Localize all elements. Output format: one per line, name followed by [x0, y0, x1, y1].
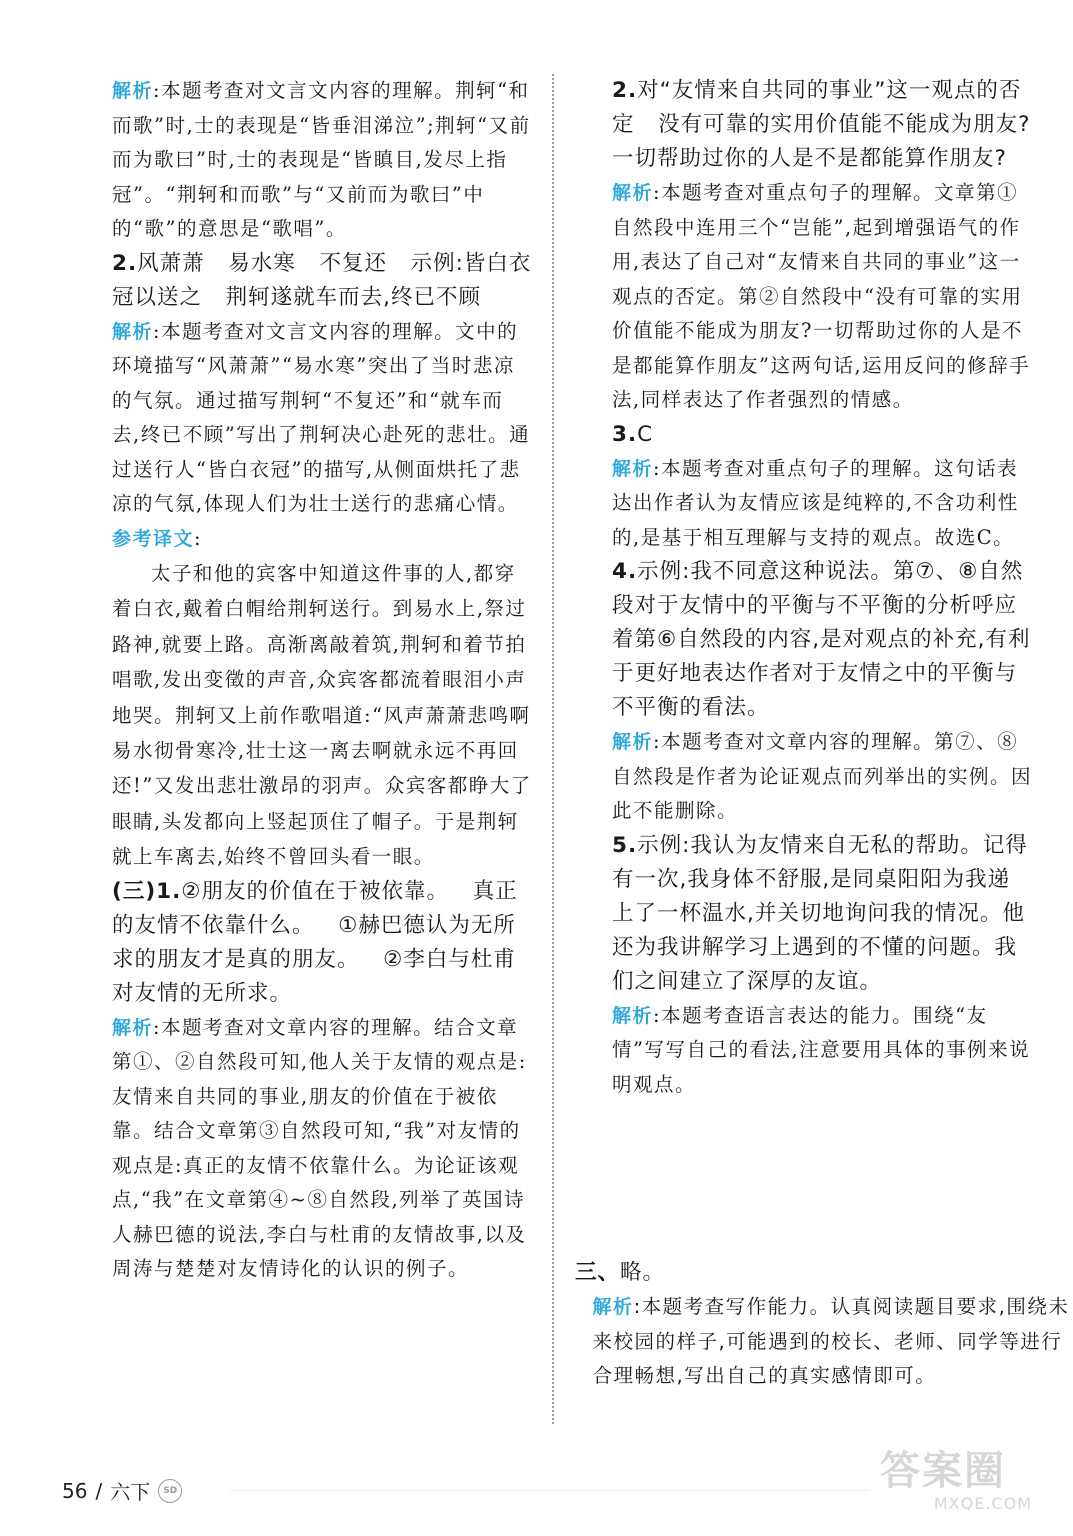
left-column: [112, 74, 532, 1287]
analysis-paragraph: [575, 1290, 1073, 1394]
analysis-text: :本题考查对文言文内容的理解。文中的环境描写“风萧萧”“易水寒”突出了当时悲凉的气氛。通过描写荆轲“不复还”和“就车而去,终已不顾”写出了荆轲决心赴死的悲壮。通过送行人“皆白衣冠”的描写,从侧面烘托了悲凉的气氛,体现人们为壮士送行的悲痛心情。: [112, 319, 531, 515]
reference-translation-text: 太子和他的宾客中知道这件事的人,都穿着白衣,戴着白帽给荆轲送行。到易水上,祭过路神,就要上路。高渐离敲着筑,荆轲和着节拍唱歌,发出变徵的声音,众宾客都流着眼泪小声地哭。荆轲又上前作歌唱道:“风声萧萧悲鸣啊易水彻骨寒冷,壮士这一离去啊就永远不再回还!”又发出悲壮激昂的羽声。众宾客都睁大了眼睛,头发都向上竖起顶住了帽子。于是荆轲就上车离去,始终不曾回头看一眼。: [112, 562, 532, 869]
analysis-text: :本题考查对重点句子的理解。文章第①自然段中连用三个“岂能”,起到增强语气的作用,表达了自己对“友情来自共同的事业”这一观点的否定。第②自然段中“没有可靠的实用价值能不能成为朋友?一切帮助过你的人是不是都能算作朋友”这两句话,运用反问的修辞手法,同样表达了作者强烈的情感。: [612, 181, 1031, 411]
reference-translation-tag: 参考译文: [112, 527, 195, 550]
analysis-paragraph: [112, 74, 532, 247]
answer-q5: [612, 829, 1032, 999]
answer-text: C: [637, 421, 654, 447]
footer-separator: /: [95, 1478, 103, 1503]
analysis-tag: 解析: [612, 457, 654, 480]
answer-text: 没有可靠的实用价值能不能成为朋友?一切帮助过你的人是不是都能算作朋友?: [612, 112, 1031, 171]
answer-q4: [612, 555, 1032, 725]
answer-text: 对“友情来自共同的事业”这一观点的否定: [612, 78, 1022, 137]
answer-text: 略。: [620, 1260, 666, 1285]
analysis-tag: 解析: [612, 731, 654, 753]
grade-label: 六下: [110, 1480, 151, 1504]
analysis-text: :本题考查对文言文内容的理解。荆轲“和而歌”时,士的表现是“皆垂泪涕泣”;荆轲“又前而为歌曰”时,士的表现是“皆瞋目,发尽上指冠”。“荆轲和而歌”与“又前而为歌曰”中的“歌”的意思是“歌唱”。: [112, 79, 531, 240]
section-three: [575, 1256, 1073, 1394]
right-column: [612, 74, 1032, 1102]
analysis-paragraph: [112, 315, 532, 522]
analysis-paragraph: [612, 176, 1032, 418]
analysis-paragraph: [612, 452, 1032, 556]
answer-q2: [612, 74, 1032, 176]
question-number: 5.: [612, 832, 638, 858]
watermark-logo: [880, 1448, 1040, 1532]
answer-text: 示例:皆白衣冠以送之: [112, 250, 532, 310]
answer-text: 不复还: [319, 250, 387, 276]
section-three-answer: [575, 1256, 1073, 1290]
footer-rule: [230, 1490, 870, 1491]
answer-text: ①赫巴德认为无所求的朋友才是真的朋友。: [112, 912, 516, 972]
analysis-tag: 解析: [592, 1296, 634, 1318]
answer-text: 真正的友情不依靠什么。: [112, 878, 518, 938]
reference-translation-heading: [112, 522, 532, 557]
analysis-tag: 解析: [112, 320, 154, 343]
question-number: 2.: [112, 250, 138, 276]
answer-text: ②李白与杜甫对友情的无所求。: [112, 946, 516, 1006]
analysis-text: :本题考查写作能力。认真阅读题目要求,围绕未来校园的样子,可能遇到的校长、老师、同学等进行合理畅想,写出自己的真实感情即可。: [592, 1295, 1070, 1387]
watermark-url: MXQE.COM: [933, 1494, 1032, 1513]
answer-section3-q1: [112, 875, 532, 1011]
analysis-paragraph: [612, 725, 1032, 829]
analysis-text: :本题考查对重点句子的理解。这句话表达出作者认为友情应该是纯粹的,不含功利性的,是基于相互理解与支持的观点。故选C。: [612, 456, 1019, 549]
analysis-tag: 解析: [612, 1004, 654, 1027]
page-footer: [62, 1476, 182, 1505]
analysis-paragraph: [612, 999, 1032, 1103]
answer-text: 风萧萧: [137, 250, 205, 276]
question-number: 3.: [612, 421, 638, 447]
answer-text: 示例:我认为友情来自无私的帮助。记得有一次,我身体不舒服,是同桌阳阳为我递上了一杯温水,并关切地询问我的情况。他还为我讲解学习上遇到的不懂的问题。我们之间建立了深厚的友谊。: [612, 832, 1028, 994]
watermark-text: 答案圈: [880, 1448, 1006, 1494]
question-number: 2.: [612, 78, 638, 103]
analysis-text: :本题考查对文章内容的理解。第⑦、⑧自然段是作者为论证观点而列举出的实例。因此不能删除。: [612, 730, 1033, 822]
analysis-tag: 解析: [612, 182, 654, 204]
section-label: 三、: [575, 1260, 621, 1285]
analysis-tag: 解析: [112, 80, 154, 102]
sd-badge-icon: SD: [158, 1479, 182, 1503]
answer-text: 荆轲遂就车而去,终已不顾: [225, 284, 481, 310]
section-label: (三)1.: [112, 878, 182, 904]
answer-text: 示例:我不同意这种说法。第⑦、⑧自然段对于友情中的平衡与不平衡的分析呼应着第⑥自然段的内容,是对观点的补充,有利于更好地表达作者对于友情之中的平衡与不平衡的看法。: [612, 559, 1031, 720]
analysis-text: :本题考查语言表达的能力。围绕“友情”写写自己的看法,注意要用具体的事例来说明观点。: [612, 1003, 1031, 1096]
answer-q2: [112, 247, 532, 315]
column-divider: [552, 74, 554, 1424]
answer-q3: [612, 418, 1032, 452]
page-number: 56: [62, 1478, 88, 1503]
heading-colon: :: [194, 526, 203, 550]
answer-text: ②朋友的价值在于被依靠。: [181, 878, 450, 904]
answer-text: 易水寒: [228, 250, 296, 276]
analysis-text: :本题考查对文章内容的理解。结合文章第①、②自然段可知,他人关于友情的观点是:友情来自共同的事业,朋友的价值在于被依靠。结合文章第③自然段可知,“我”对友情的观点是:真正的友情不依靠什么。为论证该观点,“我”在文章第④~⑧自然段,列举了英国诗人赫巴德的说法,李白与杜甫的友情故事,以及周涛与楚楚对友情诗化的认识的例子。: [112, 1015, 527, 1281]
analysis-paragraph: [112, 1011, 532, 1287]
question-number: 4.: [612, 559, 638, 584]
analysis-tag: 解析: [112, 1016, 154, 1039]
